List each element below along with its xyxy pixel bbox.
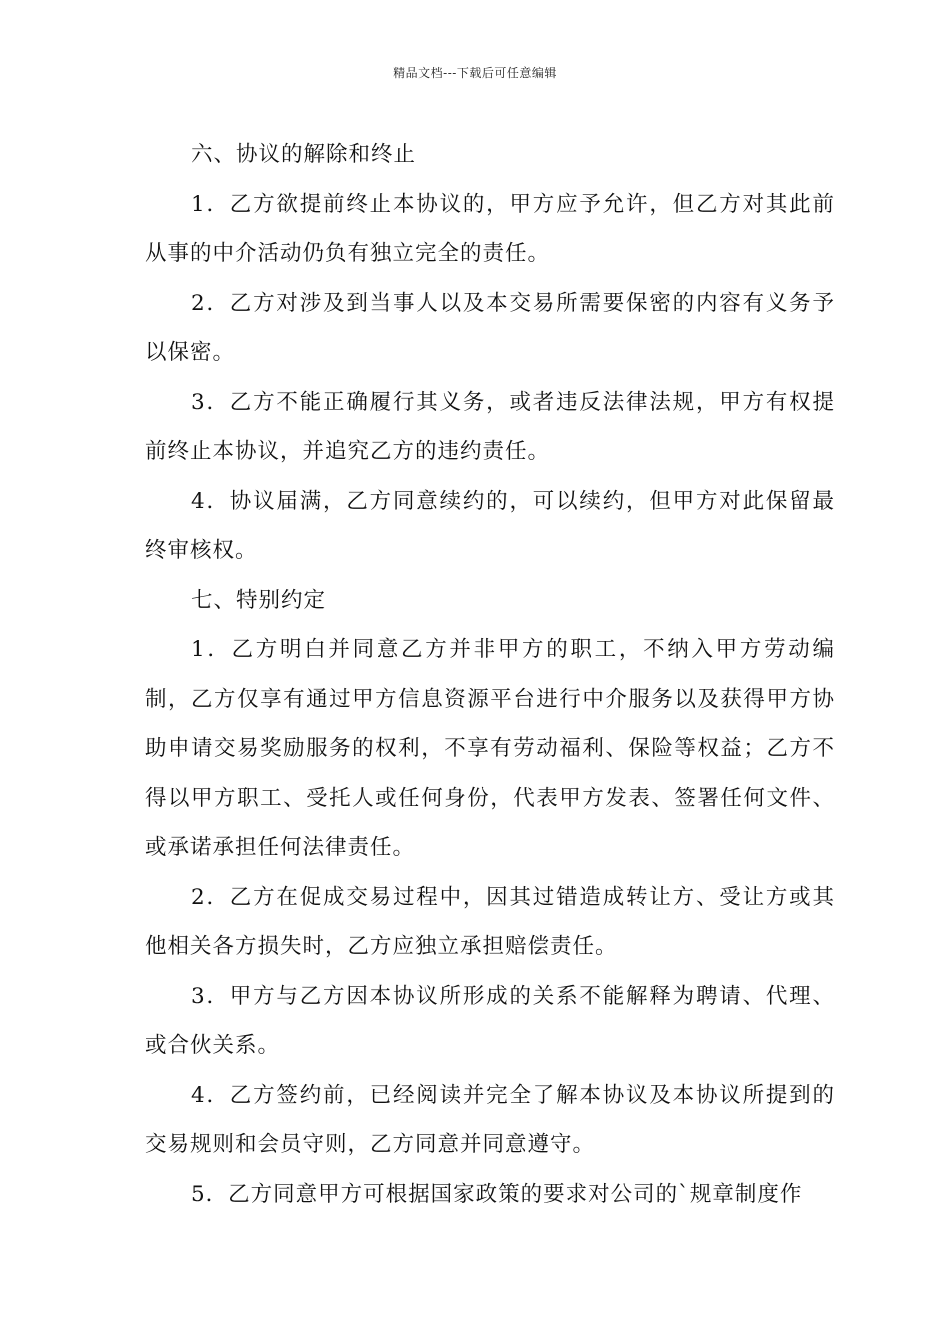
clause-paragraph: 1．乙方明白并同意乙方并非甲方的职工，不纳入甲方劳动编制，乙方仅享有通过甲方信息资源平台进行中介服务以及获得甲方协助申请交易奖励服务的权利，不享有劳动福利、保险等权益；乙方不得以甲方职工、受托人或任何身份，代表甲方发表、签署任何文件、或承诺承担任何法律责任。: [145, 637, 835, 860]
clause-paragraph: 1．乙方欲提前终止本协议的，甲方应予允许，但乙方对其此前从事的中介活动仍负有独立完全的责任。: [145, 191, 835, 266]
section-heading-special: 七、特别约定: [191, 587, 327, 613]
document-body: [145, 130, 835, 1219]
clause-paragraph: 5．乙方同意甲方可根据国家政策的要求对公司的`规章制度作: [191, 1181, 803, 1207]
clause-paragraph: 3．乙方不能正确履行其义务，或者违反法律法规，甲方有权提前终止本协议，并追究乙方的违约责任。: [145, 389, 835, 464]
clause-paragraph: 4．乙方签约前，已经阅读并完全了解本协议及本协议所提到的交易规则和会员守则，乙方同意并同意遵守。: [145, 1082, 835, 1157]
clause-paragraph: 4．协议届满，乙方同意续约的，可以续约，但甲方对此保留最终审核权。: [145, 488, 835, 563]
section-heading-termination: 六、协议的解除和终止: [191, 142, 417, 167]
clause-paragraph: 2．乙方在促成交易过程中，因其过错造成转让方、受让方或其他相关各方损失时，乙方应独立承担赔偿责任。: [145, 884, 835, 959]
clause-paragraph: 3．甲方与乙方因本协议所形成的关系不能解释为聘请、代理、或合伙关系。: [145, 983, 835, 1058]
page-header: 精品文档---下载后可任意编辑: [393, 66, 557, 80]
clause-paragraph: 2．乙方对涉及到当事人以及本交易所需要保密的内容有义务予以保密。: [145, 290, 835, 365]
